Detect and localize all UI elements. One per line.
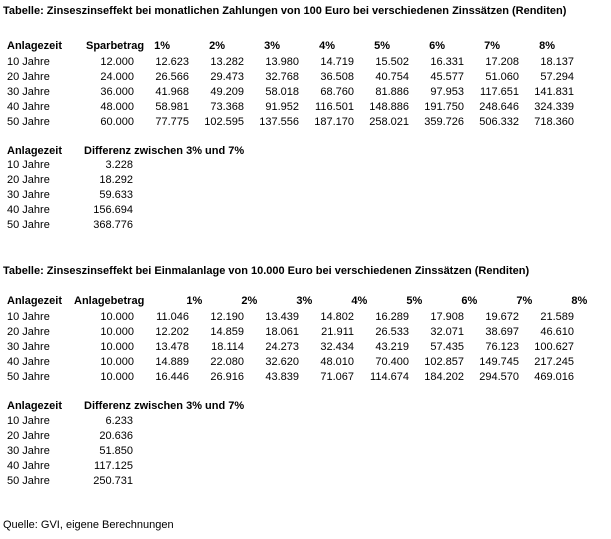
header-cell: 4% [319, 40, 335, 53]
table-cell: 217.245 [534, 356, 574, 369]
table-cell: 13.282 [210, 56, 244, 69]
table2-title: Tabelle: Zinseszinseffekt bei Einmalanlage von 10.000 Euro bei verschiedenen Zinssätzen (Renditen) [3, 265, 530, 277]
table-cell: 40 Jahre [7, 204, 50, 217]
table-cell: 248.646 [479, 101, 519, 114]
diff2-body [0, 414, 133, 489]
table-cell: 29.473 [210, 71, 244, 84]
table-cell: 191.750 [424, 101, 464, 114]
header-cell: 6% [429, 40, 445, 53]
table-cell: 20 Jahre [7, 326, 50, 339]
table-cell: 26.916 [210, 371, 244, 384]
table-cell: 59.633 [99, 189, 133, 202]
table-cell: 100.627 [534, 341, 574, 354]
table-cell: 149.745 [479, 356, 519, 369]
table-cell: 13.439 [265, 311, 299, 324]
table-cell: 38.697 [485, 326, 519, 339]
header-cell: 2% [241, 295, 258, 308]
table-cell: 18.292 [99, 174, 133, 187]
table-row [0, 310, 574, 325]
table-row [0, 429, 133, 444]
header-cell: 7% [516, 295, 533, 308]
table-row [0, 355, 574, 370]
source-note: Quelle: GVI, eigene Berechnungen [3, 519, 174, 531]
table-cell: 50 Jahre [7, 475, 50, 488]
table-cell: 43.219 [375, 341, 409, 354]
table-cell: 20 Jahre [7, 71, 50, 84]
table-cell: 10.000 [100, 326, 134, 339]
table-row [0, 218, 133, 233]
diff2-header-row [0, 399, 244, 414]
table-cell: 26.533 [375, 326, 409, 339]
table-cell: 184.202 [424, 371, 464, 384]
table-cell: 40 Jahre [7, 356, 50, 369]
table2-header-row [0, 294, 587, 309]
table-cell: 21.589 [540, 311, 574, 324]
table-row [0, 414, 133, 429]
table-cell: 32.620 [265, 356, 299, 369]
table-cell: 30 Jahre [7, 341, 50, 354]
header-cell: Differenz zwischen 3% und 7% [84, 400, 245, 413]
table1-body [0, 55, 574, 130]
table-cell: 15.502 [375, 56, 409, 69]
table-cell: 68.760 [320, 86, 354, 99]
table-cell: 19.672 [485, 311, 519, 324]
table-cell: 17.908 [430, 311, 464, 324]
header-cell: Anlagezeit [7, 145, 63, 158]
table-cell: 58.981 [155, 101, 189, 114]
table-cell: 10.000 [100, 371, 134, 384]
table-cell: 49.209 [210, 86, 244, 99]
table-row [0, 70, 574, 85]
diff1-table [0, 144, 244, 159]
table-row [0, 325, 574, 340]
table-cell: 26.566 [155, 71, 189, 84]
table-cell: 51.850 [99, 445, 133, 458]
table-cell: 24.000 [100, 71, 134, 84]
header-cell: 3% [264, 40, 280, 53]
table-cell: 16.289 [375, 311, 409, 324]
table-cell: 13.478 [155, 341, 189, 354]
table-cell: 14.719 [320, 56, 354, 69]
table-cell: 12.202 [155, 326, 189, 339]
table-cell: 14.802 [320, 311, 354, 324]
header-cell: 5% [406, 295, 423, 308]
diff1-header-row [0, 144, 244, 159]
table-cell: 24.273 [265, 341, 299, 354]
header-cell: 3% [296, 295, 313, 308]
table-cell: 10 Jahre [7, 415, 50, 428]
table-row [0, 55, 574, 70]
header-cell: Anlagebetrag [74, 295, 145, 308]
table-row [0, 158, 133, 173]
table1-header-row [0, 39, 555, 54]
table-row [0, 115, 574, 130]
table-cell: 10 Jahre [7, 311, 50, 324]
table-row [0, 370, 574, 385]
table-cell: 60.000 [100, 116, 134, 129]
table-cell: 48.010 [320, 356, 354, 369]
table1 [0, 39, 555, 54]
table-cell: 10 Jahre [7, 159, 50, 172]
diff2-table [0, 399, 244, 414]
table-cell: 3.228 [105, 159, 133, 172]
table-cell: 50 Jahre [7, 116, 50, 129]
table-cell: 41.968 [155, 86, 189, 99]
table-cell: 102.857 [424, 356, 464, 369]
table-row [0, 459, 133, 474]
table-cell: 294.570 [479, 371, 519, 384]
table-cell: 148.886 [369, 101, 409, 114]
header-cell: 2% [209, 40, 225, 53]
table-cell: 20 Jahre [7, 174, 50, 187]
table-cell: 258.021 [369, 116, 409, 129]
table-cell: 57.435 [430, 341, 464, 354]
table-cell: 114.674 [370, 371, 409, 384]
table-cell: 141.831 [534, 86, 574, 99]
header-cell: Differenz zwischen 3% und 7% [84, 145, 245, 158]
table-cell: 36.508 [320, 71, 354, 84]
header-cell: 1% [154, 40, 170, 53]
header-cell: Anlagezeit [7, 400, 63, 413]
table-cell: 77.775 [155, 116, 189, 129]
table-cell: 156.694 [93, 204, 133, 217]
table-cell: 17.208 [485, 56, 519, 69]
table-cell: 13.980 [265, 56, 299, 69]
header-cell: Anlagezeit [7, 40, 63, 53]
table-cell: 30 Jahre [7, 445, 50, 458]
header-cell: 7% [484, 40, 500, 53]
table-row [0, 188, 133, 203]
table-row [0, 85, 574, 100]
table-cell: 10.000 [100, 341, 134, 354]
table-cell: 506.332 [479, 116, 519, 129]
table-cell: 16.331 [430, 56, 464, 69]
table-cell: 10.000 [100, 311, 134, 324]
table-cell: 45.577 [430, 71, 464, 84]
table-cell: 469.016 [534, 371, 574, 384]
table-cell: 50 Jahre [7, 371, 50, 384]
table-cell: 14.859 [210, 326, 244, 339]
table-cell: 6.233 [105, 415, 133, 428]
table-cell: 102.595 [204, 116, 244, 129]
table-cell: 76.123 [485, 341, 519, 354]
table-row [0, 474, 133, 489]
table-cell: 32.434 [320, 341, 354, 354]
diff1-body [0, 158, 133, 233]
table-cell: 14.889 [155, 356, 189, 369]
table-cell: 20.636 [99, 430, 133, 443]
table-cell: 18.137 [540, 56, 574, 69]
table-cell: 250.731 [93, 475, 133, 488]
table-cell: 70.400 [375, 356, 409, 369]
table-cell: 18.114 [211, 341, 244, 354]
header-cell: 8% [571, 295, 588, 308]
table-cell: 12.190 [210, 311, 244, 324]
table-cell: 46.610 [540, 326, 574, 339]
table-row [0, 173, 133, 188]
table-cell: 18.061 [265, 326, 299, 339]
header-cell: 8% [539, 40, 555, 53]
header-cell: Sparbetrag [86, 40, 145, 53]
table-cell: 51.060 [485, 71, 519, 84]
table-cell: 91.952 [265, 101, 299, 114]
table-cell: 12.000 [100, 56, 134, 69]
table-cell: 20 Jahre [7, 430, 50, 443]
table-cell: 117.651 [480, 86, 519, 99]
header-cell: Anlagezeit [7, 295, 63, 308]
table-cell: 21.911 [321, 326, 354, 339]
table2-body [0, 310, 574, 385]
table-cell: 187.170 [314, 116, 354, 129]
table-cell: 40.754 [375, 71, 409, 84]
table-cell: 81.886 [375, 86, 409, 99]
table-cell: 30 Jahre [7, 86, 50, 99]
table-cell: 97.953 [430, 86, 464, 99]
table-cell: 43.839 [265, 371, 299, 384]
table-cell: 324.339 [534, 101, 574, 114]
header-cell: 6% [461, 295, 478, 308]
table-cell: 36.000 [100, 86, 134, 99]
table-cell: 359.726 [424, 116, 464, 129]
header-cell: 5% [374, 40, 390, 53]
table-cell: 40 Jahre [7, 101, 50, 114]
table-cell: 50 Jahre [7, 219, 50, 232]
table-cell: 57.294 [540, 71, 574, 84]
table-cell: 11.046 [156, 311, 189, 324]
table-cell: 32.768 [265, 71, 299, 84]
table-cell: 117.125 [94, 460, 133, 473]
table-cell: 32.071 [430, 326, 464, 339]
table-cell: 116.501 [315, 101, 354, 114]
table2 [0, 294, 587, 309]
table1-title: Tabelle: Zinseszinseffekt bei monatlichen Zahlungen von 100 Euro bei verschiedenen Zinssätzen (Renditen) [3, 5, 567, 17]
table-cell: 10.000 [100, 356, 134, 369]
table-row [0, 444, 133, 459]
table-cell: 40 Jahre [7, 460, 50, 473]
table-cell: 16.446 [155, 371, 189, 384]
table-cell: 30 Jahre [7, 189, 50, 202]
table-cell: 73.368 [210, 101, 244, 114]
table-cell: 10 Jahre [7, 56, 50, 69]
table-cell: 58.018 [265, 86, 299, 99]
header-cell: 1% [186, 295, 203, 308]
table-cell: 368.776 [93, 219, 133, 232]
table-row [0, 203, 133, 218]
table-cell: 22.080 [210, 356, 244, 369]
table-row [0, 100, 574, 115]
header-cell: 4% [351, 295, 368, 308]
table-cell: 718.360 [534, 116, 574, 129]
table-row [0, 340, 574, 355]
table-cell: 137.556 [259, 116, 299, 129]
table-cell: 12.623 [155, 56, 189, 69]
table-cell: 48.000 [100, 101, 134, 114]
table-cell: 71.067 [320, 371, 354, 384]
